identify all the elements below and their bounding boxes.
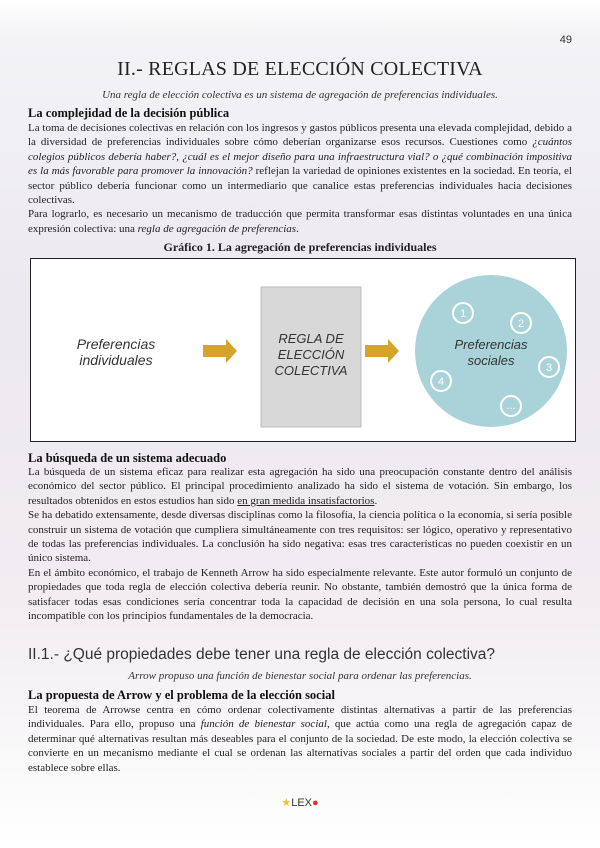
svg-text:...: ... xyxy=(506,400,516,412)
figure-caption: Gráfico 1. La agregación de preferencias individuales xyxy=(163,240,437,254)
svg-text:4: 4 xyxy=(437,376,445,388)
paragraph-arrow: El teorema de Arrowse centra en cómo ordenar colectivamente distintas alternativas a partir de las preferencias individuales. Para ello, propuso una función de bienestar social, que actúa como una regla de agregación capaz de determinar qué alternativas resultan más deseables para el conjunto de la sociedad. De este modo, la elección colectiva se convierte en un mecanismo mediante el cual se ordenan las alternativas sociales a partir del orden que cada individuo establece sobre ellas. xyxy=(28,704,573,774)
page-title: II.- REGLAS DE ELECCIÓN COLECTIVA xyxy=(117,58,483,80)
paragraph-busqueda: La búsqueda de un sistema eficaz para realizar esta agregación ha sido una preocupación constante dentro del análisis económico del sector público. El principal procedimiento analizado ha sido el sistema de votación. Sin embargo, los resultados obtenidos en estos estudios han sido en gran medida insatisfactorios. Se ha debatido extensamente, desde diversas disciplinas como la filosofía, la ciencia política o la economía, si sería posible construir un sistema de votación que cumpliera simultáneamente con tres requisitos: ser lógico, operativo y representativo de todas las preferencias individuales. La conclusión ha sido negativa: esas tres características no pueden coexistir en un único sistema. En el ámbito económico, el trabajo de Kenneth Arrow ha sido especialmente relevante. Este autor formuló un conjunto de propiedades que toda regla de elección colectiva debería reunir. No obstante, también demostró que la única forma de satisfacer todas esas condiciones sería concentrar toda la capacidad de decisión en una sola persona, lo cual resulta incompatible con los principios fundamentales de la democracia. xyxy=(28,466,572,623)
individual-preferences-sphere xyxy=(34,269,198,433)
figure-aggregation xyxy=(30,258,576,442)
svg-text:REGLA DE: REGLA DE xyxy=(278,331,344,346)
section-heading-complejidad: La complejidad de la decisión pública xyxy=(28,106,230,120)
svg-text:COLECTIVA: COLECTIVA xyxy=(274,363,348,378)
section-subtitle-arrow: Arrow propuso una función de bienestar social para ordenar las preferencias. xyxy=(128,670,472,682)
star-icon: ★ xyxy=(281,797,292,809)
footer-logo xyxy=(0,796,600,809)
section-title-propiedades: II.1.- ¿Qué propiedades debe tener una regla de elección colectiva? xyxy=(28,646,496,663)
svg-text:ELECCIÓN: ELECCIÓN xyxy=(277,347,345,362)
svg-text:2: 2 xyxy=(517,318,525,330)
page-number: 49 xyxy=(559,34,572,46)
svg-text:1: 1 xyxy=(459,308,467,320)
paragraph-complejidad: La toma de decisiones colectivas en relación con los ingresos y gastos públicos presenta una elevada complejidad, debido a la diversidad de preferencias individuales sobre cómo deberían organizarse esos recursos. Cuestiones como ¿cuántos colegios públicos debería haber?, ¿cuál es el mejor diseño para una infraestructura vial? o ¿qué combinación impositiva es la más favorable para promover la innovación? reflejan la variedad de opiniones existentes en la sociedad. En teoría, el sector público debería funcionar como un intermediario que canalice estas preferencias individuales hacia decisiones colectivas. Para lograrlo, es necesario un mecanismo de traducción que permita transformar esas distintas voluntades en una única expresión colectiva: una regla de agregación de preferencias. xyxy=(28,122,572,235)
svg-text:3: 3 xyxy=(545,362,553,374)
section-heading-busqueda: La búsqueda de un sistema adecuado xyxy=(28,451,227,465)
svg-text:individuales: individuales xyxy=(79,352,153,368)
collective-choice-rule-box xyxy=(261,287,361,427)
arrow-right-icon xyxy=(203,339,237,363)
svg-text:sociales: sociales xyxy=(467,353,515,368)
page-subtitle: Una regla de elección colectiva es un sistema de agregación de preferencias individuales. xyxy=(102,89,498,101)
social-preferences-circle xyxy=(415,275,567,427)
aggregation-diagram xyxy=(31,259,574,440)
footer-text: LEX xyxy=(291,797,312,809)
svg-text:Preferencias: Preferencias xyxy=(454,337,528,352)
section-heading-arrow: La propuesta de Arrow y el problema de la elección social xyxy=(28,688,335,702)
svg-text:Preferencias: Preferencias xyxy=(76,336,156,352)
drop-icon: ● xyxy=(312,797,319,809)
arrow-right-icon xyxy=(365,339,399,363)
